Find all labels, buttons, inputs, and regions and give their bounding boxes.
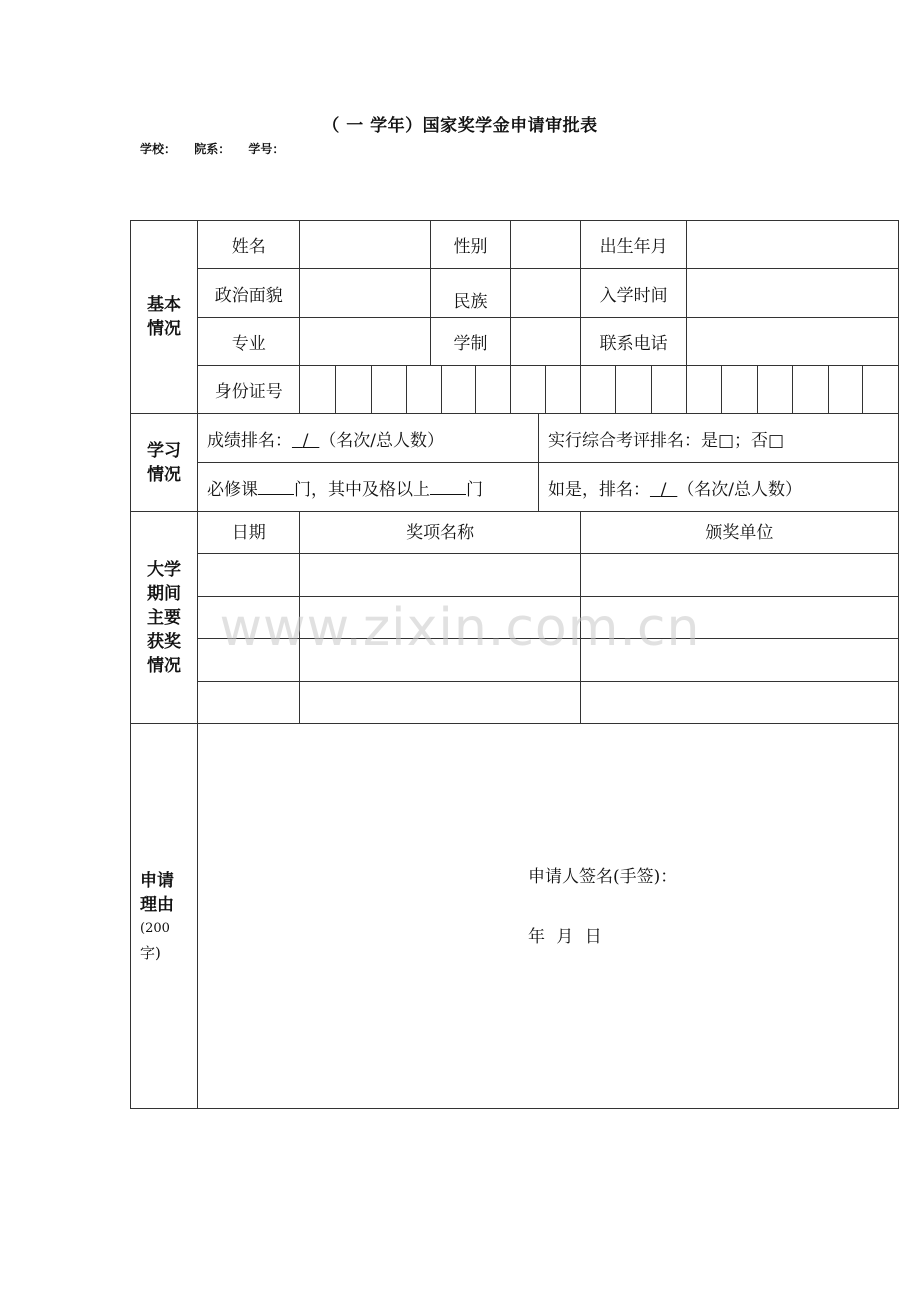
award-date-field[interactable] xyxy=(197,682,300,724)
enroll-label: 入学时间 xyxy=(580,269,687,318)
award-issuer-field[interactable] xyxy=(580,597,898,639)
enroll-field[interactable] xyxy=(687,269,899,318)
grade-rank-prefix: 成绩排名： xyxy=(206,430,292,451)
id-digit-box[interactable] xyxy=(651,366,687,414)
courses-suffix: 门 xyxy=(465,479,483,500)
grade-rank-blank[interactable] xyxy=(292,431,319,451)
grade-rank-suffix: （名次/总人数） xyxy=(319,430,445,451)
application-form-table xyxy=(130,220,899,1109)
study-section-line2: 情况 xyxy=(146,464,181,485)
id-digit-box[interactable] xyxy=(300,366,336,414)
reason-text-area[interactable] xyxy=(197,724,898,1109)
award-name-field[interactable] xyxy=(300,682,580,724)
id-digit-box[interactable] xyxy=(828,366,863,414)
student-no-label: 学号： xyxy=(248,142,285,156)
awards-section-line3: 主要 xyxy=(146,607,181,628)
id-digit-box[interactable] xyxy=(510,366,546,414)
ethnicity-field[interactable] xyxy=(510,269,580,318)
basic-section-line1: 基本 xyxy=(146,295,181,315)
award-date-field[interactable] xyxy=(197,554,300,597)
birth-label: 出生年月 xyxy=(580,221,687,269)
awards-col-name: 奖项名称 xyxy=(300,512,580,554)
if-yes-suffix: （名次/总人数） xyxy=(677,479,803,500)
courses-mid: 门，其中及格以上 xyxy=(293,479,430,500)
awards-section-label xyxy=(131,512,198,724)
awards-section-line5: 情况 xyxy=(146,655,181,676)
id-digit-box[interactable] xyxy=(441,366,476,414)
awards-col-issuer: 颁奖单位 xyxy=(580,512,898,554)
courses-passed-blank[interactable] xyxy=(430,477,466,495)
grade-rank-cell[interactable] xyxy=(197,414,538,463)
if-yes-slash: / xyxy=(660,479,667,500)
basic-info-section-label xyxy=(131,221,198,414)
date-label: 年 月 日 xyxy=(528,927,602,947)
grade-rank-slash: / xyxy=(302,430,309,451)
name-field[interactable] xyxy=(300,221,431,269)
political-label: 政治面貌 xyxy=(197,269,300,318)
if-yes-rank-cell[interactable] xyxy=(538,463,898,512)
reason-section-label xyxy=(131,724,198,1109)
id-digit-box[interactable] xyxy=(476,366,511,414)
courses-total-blank[interactable] xyxy=(258,477,294,495)
comprehensive-rank-cell[interactable]: 实行综合考评排名：是□；否□ xyxy=(538,414,898,463)
id-digit-box[interactable] xyxy=(793,366,829,414)
id-digit-box[interactable] xyxy=(371,366,407,414)
duration-field[interactable] xyxy=(510,318,580,366)
award-date-field[interactable] xyxy=(197,597,300,639)
if-yes-blank[interactable] xyxy=(650,480,677,500)
name-label: 姓名 xyxy=(197,221,300,269)
id-digit-box[interactable] xyxy=(407,366,442,414)
reason-word-limit-b: 字) xyxy=(140,944,161,962)
award-issuer-field[interactable] xyxy=(580,682,898,724)
id-card-label: 身份证号 xyxy=(197,366,300,414)
gender-field[interactable] xyxy=(510,221,580,269)
award-name-field[interactable] xyxy=(300,597,580,639)
major-field[interactable] xyxy=(300,318,431,366)
id-digit-box[interactable] xyxy=(722,366,758,414)
awards-col-date: 日期 xyxy=(197,512,300,554)
school-label: 学校： xyxy=(140,142,177,156)
gender-label: 性别 xyxy=(431,221,511,269)
phone-field[interactable] xyxy=(687,318,899,366)
award-name-field[interactable] xyxy=(300,639,580,682)
reason-section-line2: 理由 xyxy=(140,895,174,915)
political-field[interactable] xyxy=(300,269,431,318)
reason-word-limit-a: (200 xyxy=(140,921,170,936)
id-digit-box[interactable] xyxy=(616,366,652,414)
watermark: www.zixin.com.cn xyxy=(219,598,701,658)
signature-label: 申请人签名(手签)： xyxy=(528,867,678,887)
study-section-label xyxy=(131,414,198,512)
reason-section-line1: 申请 xyxy=(140,871,174,891)
id-digit-box[interactable] xyxy=(863,366,899,414)
if-yes-prefix: 如是，排名： xyxy=(547,479,650,500)
duration-label: 学制 xyxy=(431,318,511,366)
awards-section-line2: 期间 xyxy=(146,583,181,604)
major-label: 专业 xyxy=(197,318,300,366)
basic-section-line2: 情况 xyxy=(146,319,181,339)
birth-field[interactable] xyxy=(687,221,899,269)
phone-label: 联系电话 xyxy=(580,318,687,366)
id-digit-box[interactable] xyxy=(757,366,793,414)
id-digit-box[interactable] xyxy=(336,366,372,414)
award-date-field[interactable] xyxy=(197,639,300,682)
ethnicity-label: 民族 xyxy=(431,269,511,318)
study-section-line1: 学习 xyxy=(146,440,181,461)
courses-prefix: 必修课 xyxy=(206,479,258,500)
header-fields xyxy=(140,140,298,157)
awards-section-line1: 大学 xyxy=(146,559,181,580)
id-digit-box[interactable] xyxy=(580,366,616,414)
page-title: （ 一 学年）国家奖学金申请审批表 xyxy=(322,116,598,136)
award-name-field[interactable] xyxy=(300,554,580,597)
awards-section-line4: 获奖 xyxy=(146,631,181,652)
award-issuer-field[interactable] xyxy=(580,554,898,597)
department-label: 院系： xyxy=(194,142,231,156)
id-digit-box[interactable] xyxy=(546,366,581,414)
award-issuer-field[interactable] xyxy=(580,639,898,682)
required-courses-cell[interactable] xyxy=(197,463,538,512)
id-digit-box[interactable] xyxy=(687,366,722,414)
